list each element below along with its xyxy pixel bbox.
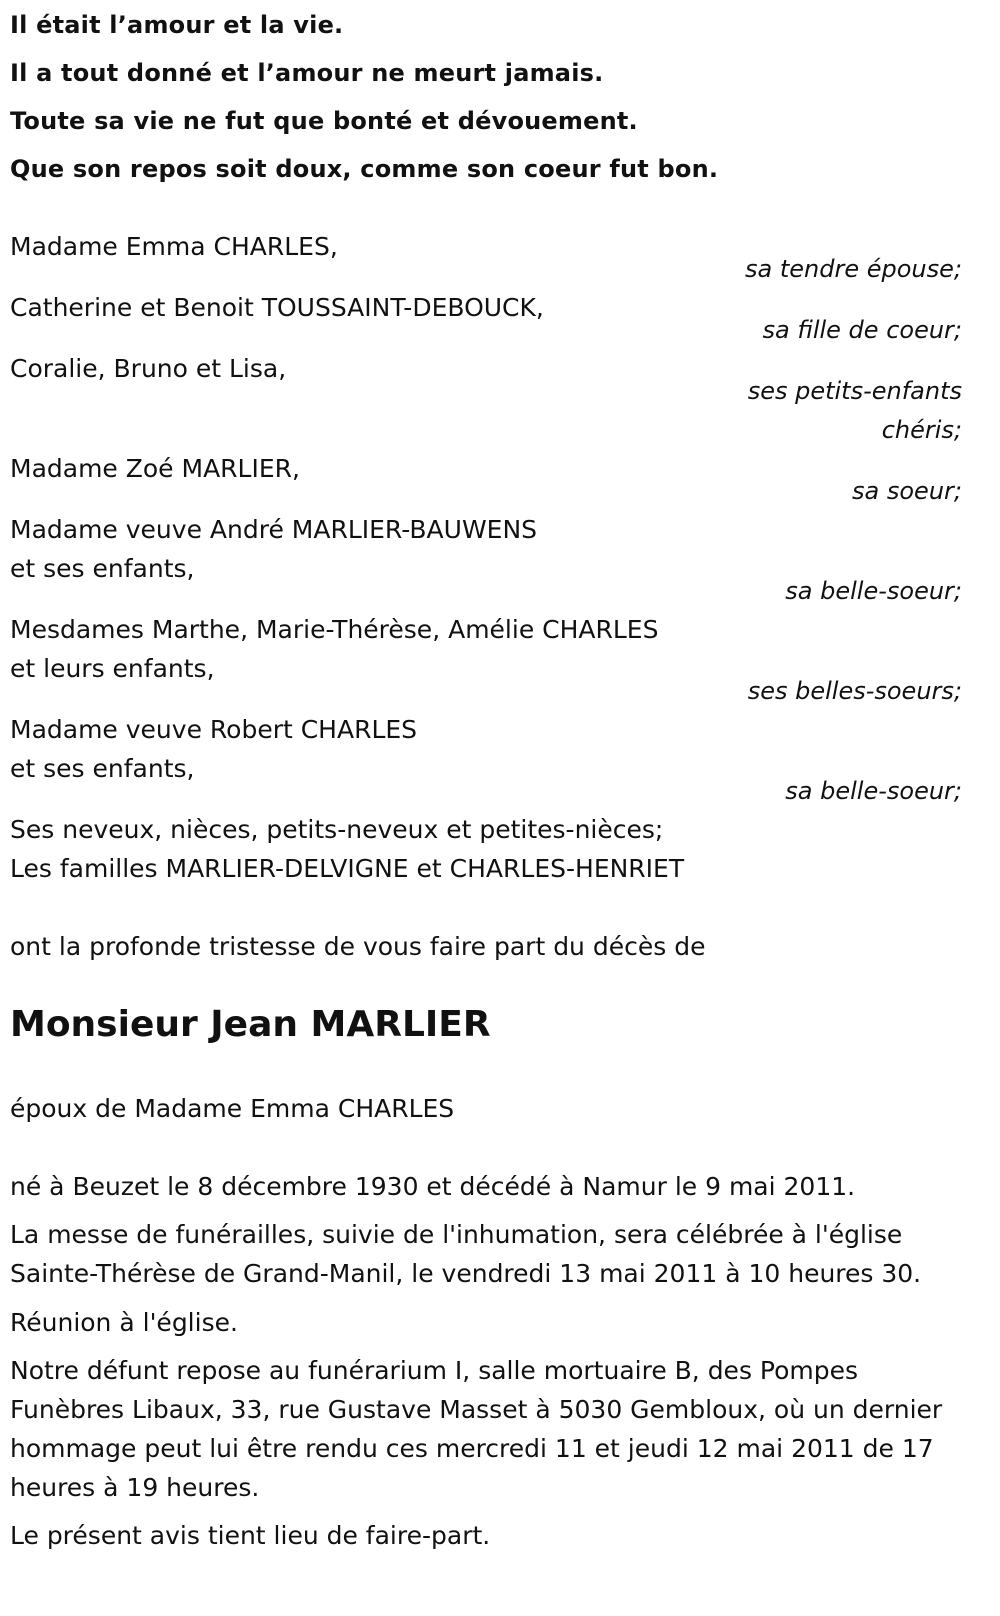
viewing-line: hommage peut lui être rendu ces mercredi 11 et jeudi 12 mai 2011 de 17: [10, 1434, 934, 1463]
epitaph-line: Que son repos soit doux, comme son coeur fut bon.: [10, 155, 719, 183]
viewing-line: Funèbres Libaux, 33, rue Gustave Masset à 5030 Gembloux, où un dernier: [10, 1395, 943, 1424]
deceased-name: Monsieur Jean MARLIER: [10, 1004, 491, 1045]
closing-line: Le présent avis tient lieu de faire-part.: [10, 1521, 491, 1550]
family-relation: ses petits-enfants: [747, 377, 962, 405]
family-member-name: Madame veuve Robert CHARLES: [10, 715, 418, 744]
family-member-name: et ses enfants,: [10, 754, 195, 783]
family-member-name: Madame Emma CHARLES,: [10, 232, 338, 261]
family-member-name: Madame veuve André MARLIER-BAUWENS: [10, 515, 538, 544]
family-relation: sa fille de coeur;: [762, 316, 962, 344]
extended-family-line: Ses neveux, nièces, petits-neveux et petites-nièces;: [10, 815, 664, 844]
family-relation: sa soeur;: [852, 477, 962, 505]
family-member-name: Coralie, Bruno et Lisa,: [10, 354, 287, 383]
epitaph-line: Il a tout donné et l’amour ne meurt jamais.: [10, 59, 604, 87]
family-relation: sa belle-soeur;: [785, 577, 962, 605]
epitaph-line: Toute sa vie ne fut que bonté et dévouement.: [10, 107, 638, 135]
family-relation: chéris;: [881, 416, 962, 444]
family-member-name: Madame Zoé MARLIER,: [10, 454, 300, 483]
family-member-name: et leurs enfants,: [10, 654, 215, 683]
funeral-mass-line: Sainte-Thérèse de Grand-Manil, le vendredi 13 mai 2011 à 10 heures 30.: [10, 1259, 922, 1288]
family-relation: sa belle-soeur;: [785, 777, 962, 805]
viewing-line: Notre défunt repose au funérarium I, salle mortuaire B, des Pompes: [10, 1356, 859, 1385]
family-member-name: et ses enfants,: [10, 554, 195, 583]
family-member-name: Catherine et Benoit TOUSSAINT-DEBOUCK,: [10, 293, 544, 322]
extended-family-line: Les familles MARLIER-DELVIGNE et CHARLES-HENRIET: [10, 854, 685, 883]
family-relation: ses belles-soeurs;: [747, 677, 962, 705]
family-relation: sa tendre épouse;: [745, 255, 962, 283]
birth-death-line: né à Beuzet le 8 décembre 1930 et décédé à Namur le 9 mai 2011.: [10, 1172, 856, 1201]
spouse-line: époux de Madame Emma CHARLES: [10, 1094, 455, 1123]
meeting-line: Réunion à l'église.: [10, 1308, 238, 1337]
family-member-name: Mesdames Marthe, Marie-Thérèse, Amélie CHARLES: [10, 615, 659, 644]
announcement-text: ont la profonde tristesse de vous faire part du décès de: [10, 932, 706, 961]
viewing-line: heures à 19 heures.: [10, 1473, 260, 1502]
epitaph-line: Il était l’amour et la vie.: [10, 11, 344, 39]
funeral-mass-line: La messe de funérailles, suivie de l'inhumation, sera célébrée à l'église: [10, 1220, 903, 1249]
